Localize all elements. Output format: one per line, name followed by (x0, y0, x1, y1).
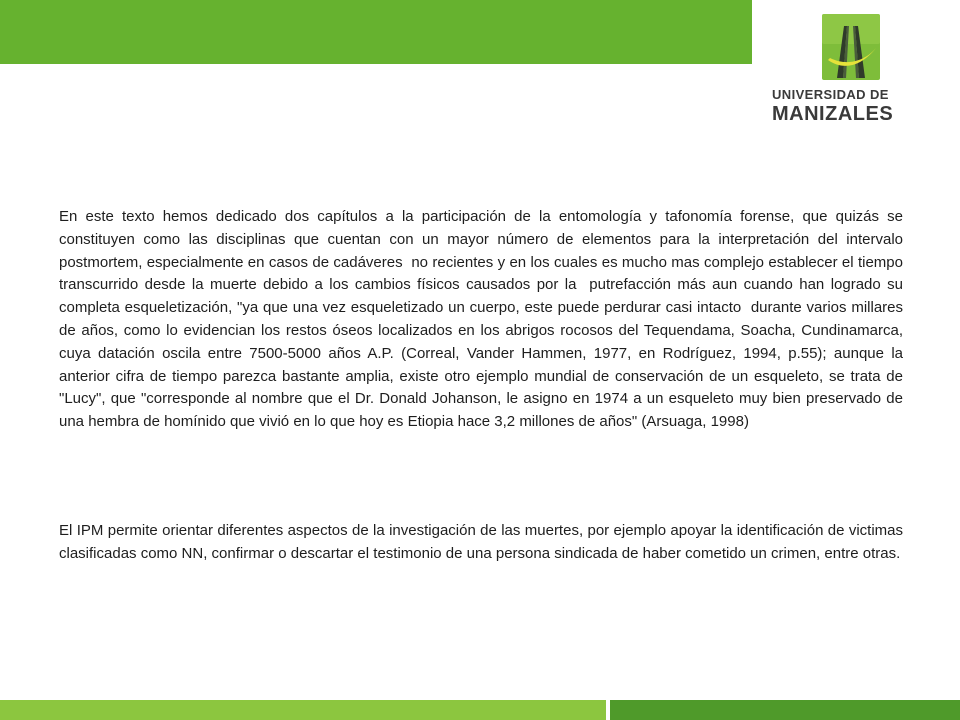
paragraph-1: En este texto hemos dedicado dos capítulos a la participación de la entomología y tafonomía forense, que quizás se constituyen como las disciplinas que cuentan con un mayor número de elementos para la interpretación del intervalo postmortem, especialmente en casos de cadáveres no recientes y en los cuales es mucho mas complejo establecer el tiempo transcurrido desde la muerte debido a los cambios físicos causados por la putrefacción más aun cuando han logrado su completa esqueletización, "ya que una vez esqueletizado un cuerpo, este puede perdurar casi intacto durante varios millares de años, como lo evidencian los restos óseos localizados en los abrigos rocosos del Tequendama, Soacha, Cundinamarca, cuya datación oscila entre 7500-5000 años A.P. (Correal, Vander Hammen, 1977, en Rodríguez, 1994, p.55); aunque la anterior cifra de tiempo parezca bastante amplia, existe otro ejemplo mundial de conservación de un esqueleto, se trata de "Lucy", que "corresponde al nombre que el Dr. Donald Johanson, le asigno en 1974 a un esqueleto muy bien preservado de una hembra de homínido que vivió en lo que hoy es Etiopia hace 3,2 millones de años" (Arsuaga, 1998) (59, 208, 908, 431)
footer-bar-right (610, 700, 960, 720)
body-text (59, 206, 908, 434)
footer-bar-left (0, 700, 606, 720)
paragraph-2: El IPM permite orientar diferentes aspectos de la investigación de las muertes, por ejemplo apoyar la identificación de victimas clasificadas como NN, confirmar o descartar el testimonio de una persona sindicada de haber cometido un crimen, entre otras. (59, 522, 908, 562)
header-bar (0, 0, 752, 64)
logo-text-line-1: UNIVERSIDAD DE (772, 87, 889, 102)
logo-text-line-2: MANIZALES (772, 103, 894, 125)
university-logo (772, 12, 942, 125)
universidad-de-manizales-logo-icon (820, 12, 882, 82)
body-text-2 (59, 520, 908, 566)
